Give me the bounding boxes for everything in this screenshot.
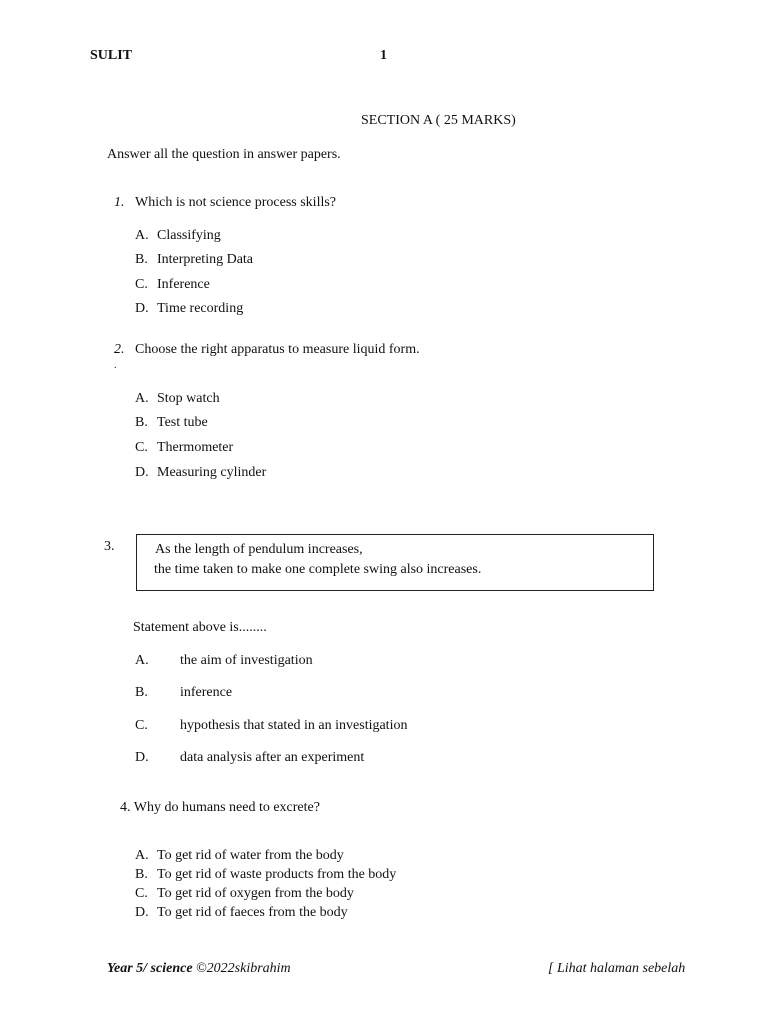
page-number: 1 xyxy=(380,48,387,63)
statement-box xyxy=(136,534,654,591)
question-1-number: 1. xyxy=(114,195,125,210)
option-text: To get rid of faeces from the body xyxy=(157,905,348,920)
question-4-option-a xyxy=(135,848,344,864)
option-text: Stop watch xyxy=(157,391,220,406)
instruction-text: Answer all the question in answer papers. xyxy=(107,147,341,162)
question-2-option-a xyxy=(135,391,220,407)
option-text: inference xyxy=(180,685,233,700)
option-text: Time recording xyxy=(157,301,244,316)
option-letter: C. xyxy=(135,277,148,292)
question-3-option-a xyxy=(135,653,313,669)
option-letter: B. xyxy=(135,415,148,430)
header-sulit-label: SULIT xyxy=(90,48,133,63)
question-1-option-a xyxy=(135,228,221,244)
footer-course: Year 5/ science xyxy=(107,961,197,976)
question-1-option-d xyxy=(135,301,243,317)
footer-copyright: ©2022skibrahim xyxy=(196,961,291,976)
question-4-number: 4. xyxy=(120,800,131,815)
option-text: To get rid of waste products from the body xyxy=(157,867,397,882)
option-text: data analysis after an experiment xyxy=(180,750,365,765)
question-3-text: Statement above is........ xyxy=(133,620,267,635)
option-letter: B. xyxy=(135,685,148,700)
option-letter: B. xyxy=(135,252,148,267)
option-letter: A. xyxy=(135,228,149,243)
option-letter: D. xyxy=(135,750,149,765)
question-2-text: Choose the right apparatus to measure liquid form. xyxy=(135,342,420,357)
footer-next-page-note: [ Lihat halaman sebelah xyxy=(548,961,686,976)
option-letter: D. xyxy=(135,465,149,480)
option-letter: C. xyxy=(135,886,148,901)
question-1-option-c xyxy=(135,277,210,293)
section-title: SECTION A ( 25 MARKS) xyxy=(361,113,516,128)
question-2-option-c xyxy=(135,440,233,456)
option-letter: B. xyxy=(135,867,148,882)
question-2-option-b xyxy=(135,415,208,431)
question-4-option-c xyxy=(135,886,354,902)
option-text: the aim of investigation xyxy=(180,653,313,668)
question-4-option-b xyxy=(135,867,396,883)
question-3-option-c xyxy=(135,718,407,734)
option-text: Classifying xyxy=(157,228,221,243)
question-4-option-d xyxy=(135,905,348,921)
question-3-number: 3. xyxy=(104,539,115,554)
statement-line-2: the time taken to make one complete swing also increases. xyxy=(154,562,482,577)
option-text: Interpreting Data xyxy=(157,252,254,267)
question-2-number: 2. xyxy=(114,342,125,357)
option-text: Inference xyxy=(157,277,210,292)
question-1-option-b xyxy=(135,252,253,268)
footer-course-label xyxy=(107,961,291,977)
question-2-option-d xyxy=(135,465,266,481)
option-letter: A. xyxy=(135,391,149,406)
option-text: Thermometer xyxy=(157,440,234,455)
option-letter: D. xyxy=(135,301,149,316)
option-text: Measuring cylinder xyxy=(157,465,267,480)
question-1-text: Which is not science process skills? xyxy=(135,195,337,210)
option-text: Test tube xyxy=(157,415,208,430)
option-letter: C. xyxy=(135,718,148,733)
option-letter: A. xyxy=(135,848,149,863)
stray-mark: . xyxy=(114,360,117,371)
option-letter: D. xyxy=(135,905,149,920)
option-text: To get rid of water from the body xyxy=(157,848,344,863)
question-3-option-d xyxy=(135,750,364,766)
option-letter: C. xyxy=(135,440,148,455)
option-text: To get rid of oxygen from the body xyxy=(157,886,354,901)
option-letter: A. xyxy=(135,653,149,668)
question-4-line xyxy=(120,800,320,816)
option-text: hypothesis that stated in an investigation xyxy=(180,718,408,733)
statement-line-1: As the length of pendulum increases, xyxy=(155,542,363,557)
question-4-text: Why do humans need to excrete? xyxy=(133,800,320,815)
question-3-option-b xyxy=(135,685,232,701)
